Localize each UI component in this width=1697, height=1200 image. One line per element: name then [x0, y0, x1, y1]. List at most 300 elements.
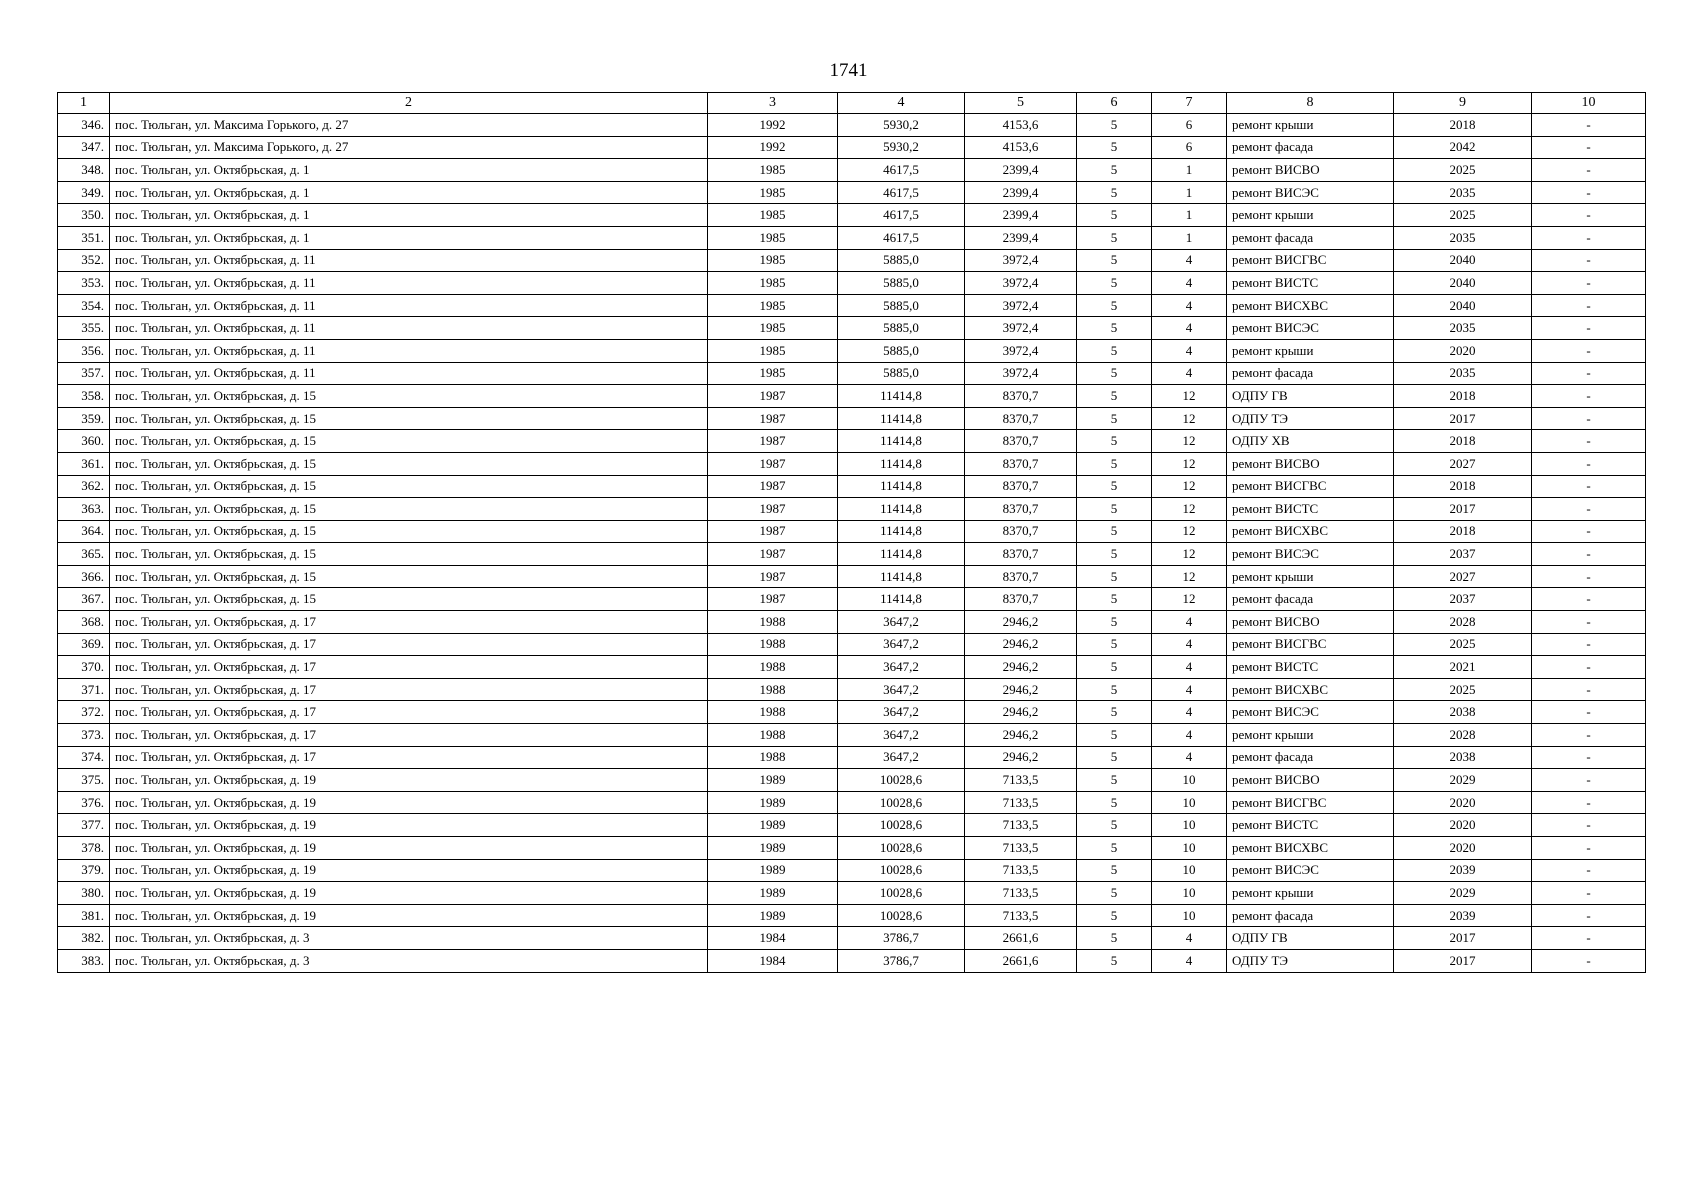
- cell-floors: 5: [1077, 904, 1152, 927]
- table-row: [58, 136, 1646, 159]
- cell-row-number: 350.: [58, 204, 110, 227]
- cell-year-built: 1989: [708, 859, 838, 882]
- cell-living-area: 7133,5: [965, 791, 1077, 814]
- cell-work-type: ОДПУ ГВ: [1227, 385, 1394, 408]
- cell-row-number: 349.: [58, 181, 110, 204]
- cell-work-type: ремонт ВИСХВС: [1227, 837, 1394, 860]
- cell-planned-year: 2039: [1394, 859, 1532, 882]
- cell-planned-year: 2040: [1394, 294, 1532, 317]
- table-row: [58, 611, 1646, 634]
- cell-work-type: ОДПУ ХВ: [1227, 430, 1394, 453]
- cell-floors: 5: [1077, 520, 1152, 543]
- cell-note: -: [1532, 430, 1646, 453]
- cell-work-type: ремонт крыши: [1227, 339, 1394, 362]
- cell-living-area: 3972,4: [965, 272, 1077, 295]
- cell-address: пос. Тюльган, ул. Октябрьская, д. 3: [110, 927, 708, 950]
- cell-entrances: 1: [1152, 226, 1227, 249]
- cell-address: пос. Тюльган, ул. Октябрьская, д. 15: [110, 452, 708, 475]
- cell-living-area: 7133,5: [965, 882, 1077, 905]
- cell-address: пос. Тюльган, ул. Октябрьская, д. 17: [110, 701, 708, 724]
- cell-entrances: 6: [1152, 114, 1227, 137]
- cell-living-area: 8370,7: [965, 475, 1077, 498]
- cell-entrances: 10: [1152, 837, 1227, 860]
- table-row: [58, 837, 1646, 860]
- column-header: 6: [1077, 93, 1152, 114]
- cell-total-area: 11414,8: [838, 520, 965, 543]
- cell-total-area: 4617,5: [838, 159, 965, 182]
- cell-entrances: 4: [1152, 656, 1227, 679]
- table-row: [58, 385, 1646, 408]
- cell-entrances: 10: [1152, 859, 1227, 882]
- cell-total-area: 3647,2: [838, 746, 965, 769]
- column-header: 4: [838, 93, 965, 114]
- cell-planned-year: 2037: [1394, 588, 1532, 611]
- cell-year-built: 1985: [708, 272, 838, 295]
- table-row: [58, 882, 1646, 905]
- cell-living-area: 8370,7: [965, 430, 1077, 453]
- cell-address: пос. Тюльган, ул. Октябрьская, д. 1: [110, 204, 708, 227]
- cell-note: -: [1532, 543, 1646, 566]
- cell-total-area: 10028,6: [838, 814, 965, 837]
- column-header: 1: [58, 93, 110, 114]
- cell-living-area: 7133,5: [965, 904, 1077, 927]
- cell-note: -: [1532, 181, 1646, 204]
- cell-work-type: ремонт ВИСГВС: [1227, 633, 1394, 656]
- cell-floors: 5: [1077, 746, 1152, 769]
- table-row: [58, 859, 1646, 882]
- cell-note: -: [1532, 136, 1646, 159]
- table-row: [58, 927, 1646, 950]
- cell-note: -: [1532, 475, 1646, 498]
- cell-living-area: 2946,2: [965, 633, 1077, 656]
- cell-row-number: 367.: [58, 588, 110, 611]
- cell-work-type: ремонт фасада: [1227, 746, 1394, 769]
- cell-total-area: 3786,7: [838, 949, 965, 972]
- cell-total-area: 3647,2: [838, 678, 965, 701]
- cell-total-area: 5885,0: [838, 317, 965, 340]
- cell-address: пос. Тюльган, ул. Октябрьская, д. 11: [110, 294, 708, 317]
- cell-note: -: [1532, 272, 1646, 295]
- cell-address: пос. Тюльган, ул. Октябрьская, д. 15: [110, 565, 708, 588]
- cell-floors: 5: [1077, 385, 1152, 408]
- table-body: [58, 114, 1646, 973]
- cell-work-type: ремонт ВИСГВС: [1227, 475, 1394, 498]
- cell-year-built: 1987: [708, 475, 838, 498]
- cell-year-built: 1992: [708, 136, 838, 159]
- cell-note: -: [1532, 226, 1646, 249]
- cell-year-built: 1988: [708, 746, 838, 769]
- cell-living-area: 8370,7: [965, 385, 1077, 408]
- cell-planned-year: 2038: [1394, 701, 1532, 724]
- cell-total-area: 11414,8: [838, 543, 965, 566]
- table-row: [58, 814, 1646, 837]
- cell-year-built: 1989: [708, 791, 838, 814]
- cell-year-built: 1989: [708, 904, 838, 927]
- cell-floors: 5: [1077, 362, 1152, 385]
- cell-planned-year: 2020: [1394, 791, 1532, 814]
- cell-work-type: ремонт фасада: [1227, 904, 1394, 927]
- cell-year-built: 1988: [708, 611, 838, 634]
- cell-row-number: 382.: [58, 927, 110, 950]
- cell-living-area: 3972,4: [965, 362, 1077, 385]
- cell-address: пос. Тюльган, ул. Октябрьская, д. 3: [110, 949, 708, 972]
- cell-note: -: [1532, 791, 1646, 814]
- cell-row-number: 362.: [58, 475, 110, 498]
- cell-living-area: 2946,2: [965, 656, 1077, 679]
- cell-living-area: 2946,2: [965, 746, 1077, 769]
- cell-work-type: ремонт ВИСХВС: [1227, 678, 1394, 701]
- cell-living-area: 2946,2: [965, 678, 1077, 701]
- cell-total-area: 3786,7: [838, 927, 965, 950]
- cell-address: пос. Тюльган, ул. Октябрьская, д. 19: [110, 791, 708, 814]
- cell-living-area: 2946,2: [965, 701, 1077, 724]
- cell-row-number: 370.: [58, 656, 110, 679]
- table-row: [58, 498, 1646, 521]
- cell-row-number: 360.: [58, 430, 110, 453]
- cell-note: -: [1532, 520, 1646, 543]
- cell-address: пос. Тюльган, ул. Максима Горького, д. 27: [110, 114, 708, 137]
- cell-note: -: [1532, 339, 1646, 362]
- cell-entrances: 4: [1152, 317, 1227, 340]
- cell-row-number: 355.: [58, 317, 110, 340]
- cell-note: -: [1532, 769, 1646, 792]
- cell-row-number: 375.: [58, 769, 110, 792]
- cell-planned-year: 2025: [1394, 204, 1532, 227]
- cell-address: пос. Тюльган, ул. Октябрьская, д. 19: [110, 837, 708, 860]
- cell-row-number: 358.: [58, 385, 110, 408]
- cell-row-number: 374.: [58, 746, 110, 769]
- column-header: 2: [110, 93, 708, 114]
- cell-total-area: 10028,6: [838, 837, 965, 860]
- cell-year-built: 1988: [708, 678, 838, 701]
- cell-row-number: 353.: [58, 272, 110, 295]
- cell-total-area: 11414,8: [838, 588, 965, 611]
- table-row: [58, 226, 1646, 249]
- cell-year-built: 1987: [708, 452, 838, 475]
- cell-address: пос. Тюльган, ул. Октябрьская, д. 15: [110, 498, 708, 521]
- cell-planned-year: 2037: [1394, 543, 1532, 566]
- cell-living-area: 4153,6: [965, 114, 1077, 137]
- cell-planned-year: 2035: [1394, 362, 1532, 385]
- cell-year-built: 1984: [708, 949, 838, 972]
- cell-floors: 5: [1077, 678, 1152, 701]
- cell-row-number: 373.: [58, 724, 110, 747]
- cell-year-built: 1989: [708, 814, 838, 837]
- cell-total-area: 5885,0: [838, 249, 965, 272]
- cell-entrances: 12: [1152, 498, 1227, 521]
- cell-entrances: 12: [1152, 520, 1227, 543]
- cell-address: пос. Тюльган, ул. Октябрьская, д. 17: [110, 656, 708, 679]
- cell-work-type: ремонт ВИСЭС: [1227, 181, 1394, 204]
- cell-work-type: ремонт ВИСВО: [1227, 452, 1394, 475]
- cell-living-area: 2399,4: [965, 159, 1077, 182]
- cell-planned-year: 2029: [1394, 882, 1532, 905]
- cell-floors: 5: [1077, 588, 1152, 611]
- table-row: [58, 294, 1646, 317]
- cell-year-built: 1987: [708, 543, 838, 566]
- cell-work-type: ремонт крыши: [1227, 882, 1394, 905]
- cell-address: пос. Тюльган, ул. Октябрьская, д. 1: [110, 226, 708, 249]
- cell-total-area: 11414,8: [838, 430, 965, 453]
- cell-entrances: 12: [1152, 407, 1227, 430]
- cell-total-area: 5885,0: [838, 272, 965, 295]
- cell-note: -: [1532, 701, 1646, 724]
- cell-total-area: 4617,5: [838, 226, 965, 249]
- cell-year-built: 1987: [708, 498, 838, 521]
- cell-entrances: 4: [1152, 362, 1227, 385]
- cell-row-number: 372.: [58, 701, 110, 724]
- cell-planned-year: 2027: [1394, 565, 1532, 588]
- cell-living-area: 2661,6: [965, 949, 1077, 972]
- cell-address: пос. Тюльган, ул. Октябрьская, д. 15: [110, 407, 708, 430]
- cell-planned-year: 2035: [1394, 317, 1532, 340]
- cell-note: -: [1532, 452, 1646, 475]
- table-row: [58, 204, 1646, 227]
- cell-year-built: 1987: [708, 588, 838, 611]
- cell-row-number: 371.: [58, 678, 110, 701]
- cell-floors: 5: [1077, 859, 1152, 882]
- cell-living-area: 7133,5: [965, 837, 1077, 860]
- cell-planned-year: 2028: [1394, 611, 1532, 634]
- table-row: [58, 746, 1646, 769]
- cell-floors: 5: [1077, 452, 1152, 475]
- cell-planned-year: 2025: [1394, 633, 1532, 656]
- cell-note: -: [1532, 204, 1646, 227]
- cell-entrances: 10: [1152, 814, 1227, 837]
- cell-year-built: 1987: [708, 565, 838, 588]
- cell-floors: 5: [1077, 114, 1152, 137]
- cell-row-number: 357.: [58, 362, 110, 385]
- cell-address: пос. Тюльган, ул. Октябрьская, д. 11: [110, 272, 708, 295]
- cell-note: -: [1532, 656, 1646, 679]
- cell-living-area: 2399,4: [965, 226, 1077, 249]
- cell-note: -: [1532, 837, 1646, 860]
- table-row: [58, 565, 1646, 588]
- cell-note: -: [1532, 633, 1646, 656]
- cell-living-area: 2399,4: [965, 181, 1077, 204]
- cell-floors: 5: [1077, 927, 1152, 950]
- cell-row-number: 346.: [58, 114, 110, 137]
- cell-year-built: 1985: [708, 249, 838, 272]
- cell-floors: 5: [1077, 136, 1152, 159]
- cell-address: пос. Тюльган, ул. Октябрьская, д. 15: [110, 385, 708, 408]
- cell-planned-year: 2040: [1394, 272, 1532, 295]
- cell-row-number: 377.: [58, 814, 110, 837]
- table-row: [58, 317, 1646, 340]
- cell-work-type: ремонт ВИСТС: [1227, 656, 1394, 679]
- cell-living-area: 8370,7: [965, 452, 1077, 475]
- cell-address: пос. Тюльган, ул. Октябрьская, д. 19: [110, 882, 708, 905]
- cell-total-area: 5885,0: [838, 339, 965, 362]
- cell-row-number: 356.: [58, 339, 110, 362]
- cell-address: пос. Тюльган, ул. Октябрьская, д. 19: [110, 769, 708, 792]
- table-row: [58, 588, 1646, 611]
- cell-note: -: [1532, 317, 1646, 340]
- cell-note: -: [1532, 565, 1646, 588]
- table-row: [58, 769, 1646, 792]
- cell-year-built: 1992: [708, 114, 838, 137]
- cell-note: -: [1532, 385, 1646, 408]
- cell-total-area: 11414,8: [838, 407, 965, 430]
- cell-year-built: 1989: [708, 837, 838, 860]
- cell-planned-year: 2028: [1394, 724, 1532, 747]
- cell-total-area: 3647,2: [838, 701, 965, 724]
- cell-floors: 5: [1077, 882, 1152, 905]
- cell-entrances: 4: [1152, 927, 1227, 950]
- cell-address: пос. Тюльган, ул. Максима Горького, д. 27: [110, 136, 708, 159]
- cell-work-type: ремонт ВИСЭС: [1227, 859, 1394, 882]
- cell-address: пос. Тюльган, ул. Октябрьская, д. 17: [110, 746, 708, 769]
- cell-address: пос. Тюльган, ул. Октябрьская, д. 17: [110, 611, 708, 634]
- cell-year-built: 1987: [708, 430, 838, 453]
- cell-note: -: [1532, 159, 1646, 182]
- cell-entrances: 10: [1152, 882, 1227, 905]
- cell-entrances: 4: [1152, 724, 1227, 747]
- cell-note: -: [1532, 362, 1646, 385]
- cell-total-area: 11414,8: [838, 452, 965, 475]
- cell-work-type: ремонт ВИСГВС: [1227, 791, 1394, 814]
- cell-address: пос. Тюльган, ул. Октябрьская, д. 11: [110, 339, 708, 362]
- cell-entrances: 12: [1152, 385, 1227, 408]
- cell-planned-year: 2020: [1394, 814, 1532, 837]
- cell-floors: 5: [1077, 498, 1152, 521]
- cell-address: пос. Тюльган, ул. Октябрьская, д. 17: [110, 678, 708, 701]
- cell-work-type: ремонт ВИСТС: [1227, 814, 1394, 837]
- cell-note: -: [1532, 678, 1646, 701]
- table-row: [58, 114, 1646, 137]
- cell-year-built: 1988: [708, 656, 838, 679]
- cell-note: -: [1532, 114, 1646, 137]
- cell-row-number: 352.: [58, 249, 110, 272]
- cell-floors: 5: [1077, 294, 1152, 317]
- cell-planned-year: 2018: [1394, 520, 1532, 543]
- table-row: [58, 949, 1646, 972]
- cell-work-type: ремонт ВИСТС: [1227, 272, 1394, 295]
- cell-total-area: 11414,8: [838, 498, 965, 521]
- table-row: [58, 159, 1646, 182]
- cell-floors: 5: [1077, 837, 1152, 860]
- cell-note: -: [1532, 724, 1646, 747]
- cell-living-area: 8370,7: [965, 407, 1077, 430]
- cell-entrances: 12: [1152, 543, 1227, 566]
- cell-living-area: 8370,7: [965, 588, 1077, 611]
- cell-planned-year: 2018: [1394, 430, 1532, 453]
- cell-work-type: ремонт фасада: [1227, 362, 1394, 385]
- cell-row-number: 369.: [58, 633, 110, 656]
- cell-work-type: ремонт ВИСВО: [1227, 611, 1394, 634]
- table-row: [58, 701, 1646, 724]
- cell-planned-year: 2035: [1394, 181, 1532, 204]
- cell-planned-year: 2025: [1394, 678, 1532, 701]
- cell-living-area: 8370,7: [965, 543, 1077, 566]
- cell-year-built: 1988: [708, 633, 838, 656]
- table-row: [58, 362, 1646, 385]
- cell-work-type: ремонт ВИСЭС: [1227, 543, 1394, 566]
- cell-row-number: 361.: [58, 452, 110, 475]
- cell-note: -: [1532, 294, 1646, 317]
- cell-note: -: [1532, 949, 1646, 972]
- cell-row-number: 368.: [58, 611, 110, 634]
- cell-planned-year: 2021: [1394, 656, 1532, 679]
- header-row: [58, 93, 1646, 114]
- cell-total-area: 5885,0: [838, 294, 965, 317]
- table-row: [58, 181, 1646, 204]
- cell-floors: 5: [1077, 724, 1152, 747]
- cell-year-built: 1987: [708, 520, 838, 543]
- cell-floors: 5: [1077, 226, 1152, 249]
- cell-year-built: 1985: [708, 226, 838, 249]
- column-header: 5: [965, 93, 1077, 114]
- cell-row-number: 379.: [58, 859, 110, 882]
- cell-note: -: [1532, 882, 1646, 905]
- cell-address: пос. Тюльган, ул. Октябрьская, д. 1: [110, 159, 708, 182]
- cell-floors: 5: [1077, 611, 1152, 634]
- cell-planned-year: 2039: [1394, 904, 1532, 927]
- cell-address: пос. Тюльган, ул. Октябрьская, д. 15: [110, 475, 708, 498]
- cell-row-number: 376.: [58, 791, 110, 814]
- cell-planned-year: 2020: [1394, 339, 1532, 362]
- cell-total-area: 5885,0: [838, 362, 965, 385]
- cell-total-area: 3647,2: [838, 633, 965, 656]
- cell-year-built: 1987: [708, 385, 838, 408]
- cell-row-number: 359.: [58, 407, 110, 430]
- cell-living-area: 8370,7: [965, 498, 1077, 521]
- cell-address: пос. Тюльган, ул. Октябрьская, д. 15: [110, 430, 708, 453]
- cell-year-built: 1987: [708, 407, 838, 430]
- table-row: [58, 678, 1646, 701]
- cell-row-number: 354.: [58, 294, 110, 317]
- cell-year-built: 1985: [708, 317, 838, 340]
- cell-year-built: 1985: [708, 204, 838, 227]
- cell-total-area: 5930,2: [838, 114, 965, 137]
- cell-living-area: 7133,5: [965, 769, 1077, 792]
- cell-floors: 5: [1077, 814, 1152, 837]
- table-row: [58, 475, 1646, 498]
- cell-floors: 5: [1077, 791, 1152, 814]
- cell-entrances: 4: [1152, 746, 1227, 769]
- cell-address: пос. Тюльган, ул. Октябрьская, д. 17: [110, 633, 708, 656]
- cell-entrances: 4: [1152, 611, 1227, 634]
- cell-row-number: 348.: [58, 159, 110, 182]
- cell-row-number: 363.: [58, 498, 110, 521]
- cell-living-area: 7133,5: [965, 859, 1077, 882]
- cell-living-area: 2399,4: [965, 204, 1077, 227]
- table-row: [58, 724, 1646, 747]
- cell-note: -: [1532, 588, 1646, 611]
- cell-work-type: ремонт ВИСТС: [1227, 498, 1394, 521]
- cell-entrances: 10: [1152, 769, 1227, 792]
- cell-living-area: 8370,7: [965, 565, 1077, 588]
- cell-living-area: 3972,4: [965, 339, 1077, 362]
- table-row: [58, 904, 1646, 927]
- cell-entrances: 12: [1152, 475, 1227, 498]
- cell-note: -: [1532, 859, 1646, 882]
- cell-work-type: ремонт крыши: [1227, 565, 1394, 588]
- cell-floors: 5: [1077, 701, 1152, 724]
- cell-work-type: ремонт крыши: [1227, 204, 1394, 227]
- cell-entrances: 4: [1152, 339, 1227, 362]
- cell-entrances: 4: [1152, 949, 1227, 972]
- cell-floors: 5: [1077, 181, 1152, 204]
- cell-floors: 5: [1077, 407, 1152, 430]
- cell-floors: 5: [1077, 249, 1152, 272]
- cell-work-type: ремонт фасада: [1227, 588, 1394, 611]
- cell-living-area: 7133,5: [965, 814, 1077, 837]
- cell-living-area: 2661,6: [965, 927, 1077, 950]
- cell-entrances: 12: [1152, 565, 1227, 588]
- cell-entrances: 1: [1152, 204, 1227, 227]
- cell-planned-year: 2020: [1394, 837, 1532, 860]
